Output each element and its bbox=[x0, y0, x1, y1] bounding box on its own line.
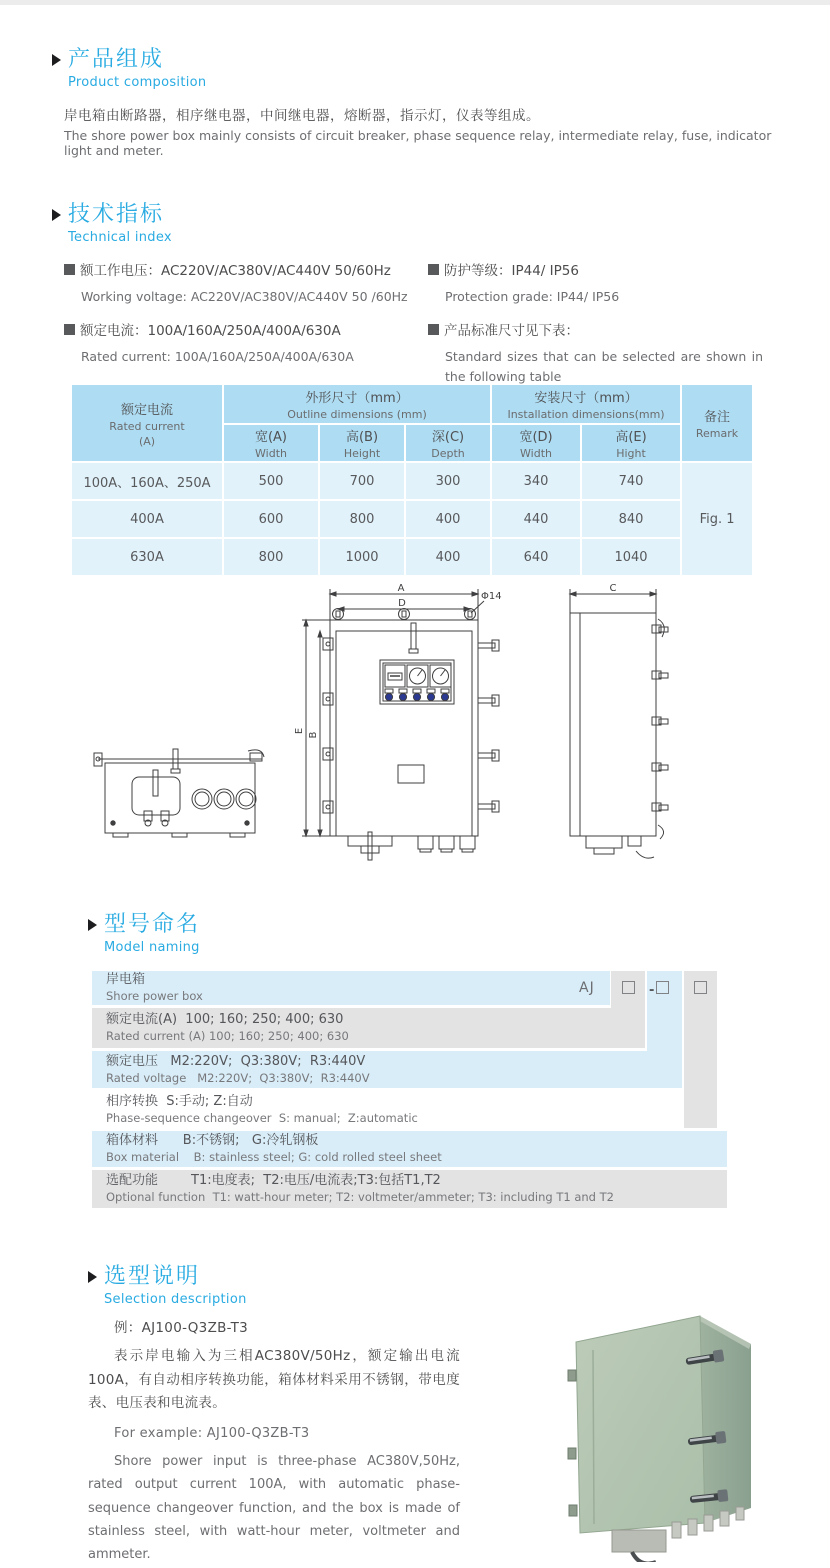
section-subtitle: Technical index bbox=[68, 230, 172, 246]
dim-label-a: A bbox=[397, 583, 405, 594]
cell-height: 1000 bbox=[320, 539, 404, 575]
cell-install-hight: 840 bbox=[582, 501, 680, 537]
cell-width: 600 bbox=[224, 501, 318, 537]
technical-drawing-fig1 bbox=[80, 583, 700, 885]
naming-zh: 岸电箱 bbox=[106, 972, 146, 988]
dim-label-c: C bbox=[609, 583, 617, 594]
section-title: 选型说明 bbox=[104, 1264, 201, 1289]
selection-example-zh: 例：AJ100-Q3ZB-T3 bbox=[114, 1320, 249, 1336]
spec-zh-text: 额定电流：100A/160A/250A/400A/630A bbox=[80, 323, 341, 340]
cell-install-hight: 1040 bbox=[582, 539, 680, 575]
cell-height: 700 bbox=[320, 463, 404, 499]
table-row bbox=[72, 539, 752, 575]
bottom-hook bbox=[632, 1552, 656, 1562]
naming-en: Phase-sequence changeover S: manual; Z:automatic bbox=[106, 1110, 418, 1125]
col-header-depth-c: 深(C) Depth bbox=[406, 425, 490, 461]
col-header-rated-current: 额定电流 Rated current (A) bbox=[72, 385, 222, 461]
spec-zh-text: 额工作电压：AC220V/AC380V/AC440V 50/60Hz bbox=[80, 263, 391, 279]
spec-en-text: Protection grade: IP44/ IP56 bbox=[445, 289, 620, 304]
spec-column-left bbox=[64, 259, 416, 380]
section-product-composition-header bbox=[52, 48, 206, 90]
model-code-box-2 bbox=[656, 981, 669, 994]
cell-install-width: 640 bbox=[492, 539, 580, 575]
section-technical-index-header bbox=[52, 203, 172, 245]
cell-depth: 400 bbox=[406, 539, 490, 575]
section-subtitle: Product composition bbox=[68, 75, 207, 91]
naming-row-phase-sequence bbox=[92, 1091, 727, 1128]
spec-protection-grade bbox=[428, 259, 763, 306]
naming-en: Optional function T1: watt-hour meter; T2: voltmeter/ammeter; T3: including T1 and T2 bbox=[106, 1190, 614, 1205]
table-row bbox=[72, 501, 752, 537]
spec-zh-text: 防护等级：IP44/ IP56 bbox=[444, 263, 579, 279]
dim-label-d: D bbox=[398, 598, 406, 609]
dimensions-table bbox=[70, 383, 754, 577]
table-row bbox=[72, 463, 752, 499]
cell-install-width: 340 bbox=[492, 463, 580, 499]
naming-en: Rated voltage M2:220V; Q3:380V; R3:440V bbox=[106, 1070, 370, 1085]
square-bullet-icon bbox=[428, 324, 439, 335]
naming-en: Shore power box bbox=[106, 989, 203, 1004]
naming-zh: 额定电压 M2:220V; Q3:380V; R3:440V bbox=[106, 1053, 366, 1069]
model-code-box-2-group bbox=[649, 979, 669, 998]
naming-zh: 相序转换 S:手动; Z:自动 bbox=[106, 1093, 253, 1109]
spec-en-text: Rated current: 100A/160A/250A/400A/630A bbox=[81, 349, 354, 365]
spec-en-text: Standard sizes that can be selected are shown in the following table bbox=[445, 349, 763, 384]
section-selection-description-header bbox=[88, 1265, 247, 1307]
cell-install-width: 440 bbox=[492, 501, 580, 537]
section-title: 型号命名 bbox=[104, 912, 201, 937]
spec-zh-text: 产品标准尺寸见下表： bbox=[444, 323, 579, 340]
naming-en: Box material B: stainless steel; G: cold rolled steel sheet bbox=[106, 1150, 442, 1165]
model-naming-table bbox=[92, 971, 727, 1208]
door-seam bbox=[593, 1350, 594, 1524]
box-front-door bbox=[576, 1316, 705, 1533]
composition-text-zh: 岸电箱由断路器，相序继电器，中间继电器，熔断器，指示灯，仪表等组成。 bbox=[64, 108, 540, 124]
naming-zh: 额定电流(A) 100; 160; 250; 400; 630 bbox=[106, 1012, 344, 1028]
cell-depth: 300 bbox=[406, 463, 490, 499]
spec-en-text: Working voltage: AC220V/AC380V/AC440V 50 /60Hz bbox=[81, 289, 408, 304]
cell-current: 630A bbox=[72, 539, 222, 575]
selection-example-en: For example: AJ100-Q3ZB-T3 bbox=[114, 1425, 310, 1441]
section-subtitle: Model naming bbox=[104, 940, 200, 956]
col-header-hight-e: 高(E) Hight bbox=[582, 425, 680, 461]
square-bullet-icon bbox=[64, 264, 75, 275]
dim-label-b: B bbox=[308, 731, 319, 739]
composition-text-en: The shore power box mainly consists of circuit breaker, phase sequence relay, intermediate relay, fuse, indicator light and meter. bbox=[64, 128, 772, 158]
cell-remark-fig: Fig. 1 bbox=[682, 463, 752, 575]
product-photo bbox=[548, 1300, 793, 1562]
section-arrow-icon bbox=[88, 919, 97, 931]
square-bullet-icon bbox=[428, 264, 439, 275]
naming-zh: 选配功能 T1:电度表; T2:电压/电流表;T3:包括T1,T2 bbox=[106, 1173, 441, 1189]
naming-row-rated-current bbox=[92, 1008, 727, 1048]
naming-row-optional-function bbox=[92, 1170, 727, 1208]
section-model-naming-header bbox=[88, 913, 200, 955]
cell-height: 800 bbox=[320, 501, 404, 537]
model-code-separator: - bbox=[649, 983, 655, 998]
spec-column-right bbox=[428, 259, 763, 399]
cell-depth: 400 bbox=[406, 501, 490, 537]
selection-paragraph-en: Shore power input is three-phase AC380V,50Hz, rated output current 100A, with automatic phase-sequence changeover function, and the box is made of stainless steel, with watt-hour meter, voltmeter and ammeter. bbox=[88, 1453, 460, 1563]
col-group-installation-dimensions: 安装尺寸（mm） Installation dimensions(mm) bbox=[492, 385, 680, 423]
dim-label-e: E bbox=[294, 727, 305, 735]
page-top-edge bbox=[0, 0, 830, 5]
selection-paragraph-zh: 表示岸电输入为三相AC380V/50Hz，额定输出电流100A，有自动相序转换功能，箱体材料采用不锈钢，带电度表、电压表和电流表。 bbox=[88, 1348, 460, 1412]
section-subtitle: Selection description bbox=[104, 1292, 247, 1308]
model-code-box-3 bbox=[694, 981, 707, 994]
section-arrow-icon bbox=[52, 209, 61, 221]
section-title: 产品组成 bbox=[68, 47, 165, 72]
spec-standard-sizes bbox=[428, 319, 763, 386]
spec-rated-current bbox=[64, 319, 416, 366]
section-title: 技术指标 bbox=[68, 202, 165, 227]
bottom-bracket bbox=[612, 1530, 666, 1552]
naming-en: Rated current (A) 100; 160; 250; 400; 630 bbox=[106, 1029, 349, 1044]
cell-width: 800 bbox=[224, 539, 318, 575]
col-header-height-b: 高(B) Height bbox=[320, 425, 404, 461]
model-prefix: AJ bbox=[579, 980, 595, 996]
hinges-left bbox=[568, 1370, 577, 1516]
square-bullet-icon bbox=[64, 324, 75, 335]
naming-zh: 箱体材料 B:不锈钢; G:冷轧钢板 bbox=[106, 1133, 319, 1149]
spec-working-voltage bbox=[64, 259, 416, 306]
naming-row-box-material bbox=[92, 1131, 727, 1167]
section-arrow-icon bbox=[52, 54, 61, 66]
cell-width: 500 bbox=[224, 463, 318, 499]
section-arrow-icon bbox=[88, 1271, 97, 1283]
naming-row-rated-voltage bbox=[92, 1051, 727, 1088]
col-group-outline-dimensions: 外形尺寸（mm） Outline dimensions (mm) bbox=[224, 385, 490, 423]
cell-current: 400A bbox=[72, 501, 222, 537]
col-header-remark: 备注 Remark bbox=[682, 385, 752, 461]
dim-label-dia14: Φ14 bbox=[481, 591, 502, 602]
selection-description-text bbox=[88, 1316, 460, 1567]
model-code-box-1 bbox=[622, 981, 635, 994]
cell-current: 100A、160A、250A bbox=[72, 463, 222, 499]
cell-install-hight: 740 bbox=[582, 463, 680, 499]
col-header-width-a: 宽(A) Width bbox=[224, 425, 318, 461]
col-header-width-d: 宽(D) Width bbox=[492, 425, 580, 461]
